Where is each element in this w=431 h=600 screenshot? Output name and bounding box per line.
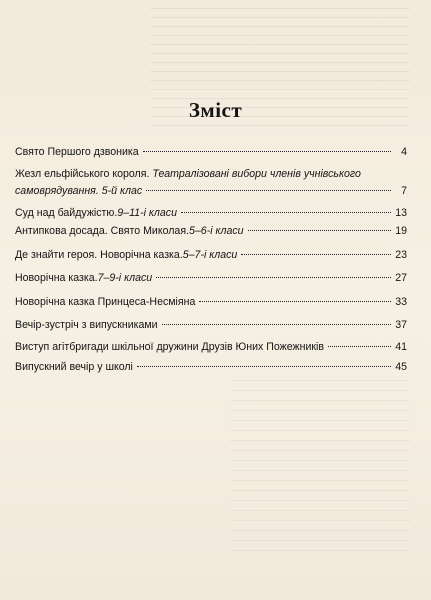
leader-dots <box>241 254 391 255</box>
toc-entry-title: Де знайти героя. Новорічна казка. <box>15 249 183 261</box>
toc-entry-page: 19 <box>395 225 407 237</box>
leader-dots <box>181 212 391 213</box>
leader-dots <box>143 151 391 152</box>
toc-entry[interactable] <box>15 166 407 200</box>
leader-dots <box>328 346 391 347</box>
toc-entry[interactable] <box>15 144 407 161</box>
toc-entry-title: Свято Першого дзвоника <box>15 146 139 158</box>
toc-entry-page: 37 <box>395 319 407 331</box>
toc-entry-title: Вечір-зустріч з випускниками <box>15 319 158 331</box>
toc-entry-subtitle: 9–11-і класи <box>117 207 177 219</box>
toc-entry[interactable] <box>15 247 407 264</box>
toc-entry-title: Новорічна казка. <box>15 272 98 284</box>
toc-entry-page: 45 <box>395 361 407 373</box>
leader-dots <box>156 277 391 278</box>
toc-entry-page: 41 <box>395 341 407 353</box>
toc-entry-page: 33 <box>395 296 407 308</box>
page-title: Зміст <box>188 98 243 122</box>
toc-entry-title: Жезл ельфійського короля. <box>15 168 153 180</box>
toc-entry-subtitle-cont: самоврядування. 5-й клас <box>15 185 143 197</box>
toc-entry-title: Суд над байдужістю. <box>15 207 118 219</box>
toc-entry-title: Антипкова досада. Свято Миколая. <box>15 225 190 237</box>
toc-entry-title: Виступ агітбригади шкільної дружини Друзів Юних Пожежників <box>15 341 324 353</box>
toc-entry-title: Випускний вечір у школі <box>15 361 133 373</box>
toc-entry-subtitle: 5–7-і класи <box>182 249 238 261</box>
toc-entry-title: Новорічна казка Принцеса-Несміяна <box>15 296 196 308</box>
leader-dots <box>162 324 391 325</box>
toc-entry[interactable] <box>15 294 407 311</box>
bleed-through-text <box>230 380 410 560</box>
leader-dots <box>146 190 391 191</box>
leader-dots <box>248 230 391 231</box>
toc-entry[interactable] <box>15 205 407 222</box>
toc-entry-page: 4 <box>401 146 407 158</box>
leader-dots <box>137 366 391 367</box>
toc-entry[interactable] <box>15 339 407 356</box>
toc-entry-subtitle: 5–6-і класи <box>189 225 244 237</box>
leader-dots <box>199 301 391 302</box>
toc-entry[interactable] <box>15 359 407 376</box>
toc-entry-page: 27 <box>395 272 407 284</box>
toc-entry-page: 13 <box>395 207 407 219</box>
toc-entry[interactable] <box>15 317 407 334</box>
toc-entry-subtitle: 7–9-і класи <box>97 272 153 284</box>
toc-entry-page: 23 <box>395 249 407 261</box>
toc-entry[interactable] <box>15 270 407 287</box>
toc-entry[interactable] <box>15 223 407 240</box>
toc-entry-subtitle: Театралізовані вибори членів учнівського <box>152 168 361 180</box>
toc-entry-page: 7 <box>401 185 407 197</box>
